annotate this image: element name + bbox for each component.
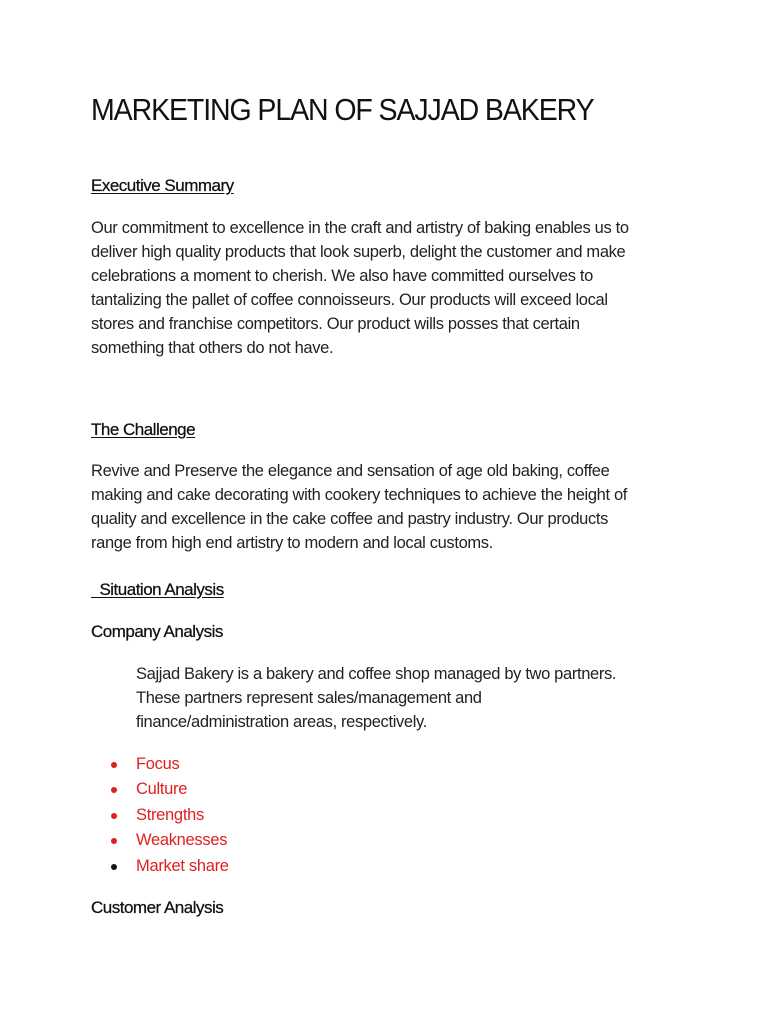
executive-summary-paragraph [91, 216, 691, 360]
company-analysis-bullet-list [136, 752, 229, 879]
paragraph-line: stores and franchise competitors. Our product wills posses that certain [91, 315, 580, 333]
paragraph-line: celebrations a moment to cherish. We also have committed ourselves to [91, 267, 593, 285]
list-item [136, 777, 229, 802]
paragraph-line: finance/administration areas, respectively. [136, 713, 427, 731]
executive-summary-heading: Executive Summary [91, 176, 234, 195]
paragraph-line: making and cake decorating with cookery techniques to achieve the height of [91, 486, 628, 504]
bullet-label: Strengths [136, 805, 204, 824]
paragraph-line: quality and excellence in the cake coffee and pastry industry. Our products [91, 510, 609, 528]
bullet-dot-icon [111, 762, 117, 768]
paragraph-line: something that others do not have. [91, 339, 334, 357]
paragraph-line: Sajjad Bakery is a bakery and coffee shop managed by two partners. [136, 665, 617, 683]
paragraph-line: Revive and Preserve the elegance and sensation of age old baking, coffee [91, 462, 610, 480]
bullet-label: Culture [136, 780, 188, 799]
list-item [136, 828, 229, 853]
bullet-dot-icon [111, 813, 117, 819]
bullet-label: Focus [136, 755, 180, 773]
paragraph-line: These partners represent sales/management and [136, 689, 482, 707]
bullet-dot-icon [111, 787, 117, 793]
list-item [136, 752, 229, 777]
challenge-paragraph [91, 459, 691, 555]
document-title: MARKETING PLAN OF SAJJAD BAKERY [91, 92, 594, 127]
bullet-label: Market share [136, 856, 229, 875]
bullet-dot-icon [111, 838, 117, 844]
company-analysis-paragraph [136, 662, 736, 734]
paragraph-line: range from high end artistry to modern and local customs. [91, 534, 493, 552]
situation-analysis-heading: Situation Analysis [91, 580, 224, 599]
list-item [136, 854, 229, 879]
paragraph-line: tantalizing the pallet of coffee connoisseurs. Our products will exceed local [91, 291, 608, 309]
bullet-label: Weaknesses [136, 831, 228, 850]
list-item [136, 803, 229, 828]
paragraph-line: Our commitment to excellence in the craft and artistry of baking enables us to [91, 219, 629, 237]
challenge-heading: The Challenge [91, 420, 196, 439]
bullet-dot-icon [111, 864, 117, 870]
customer-analysis-heading: Customer Analysis [91, 898, 224, 917]
company-analysis-heading: Company Analysis [91, 622, 223, 641]
paragraph-line: deliver high quality products that look superb, delight the customer and make [91, 243, 626, 261]
